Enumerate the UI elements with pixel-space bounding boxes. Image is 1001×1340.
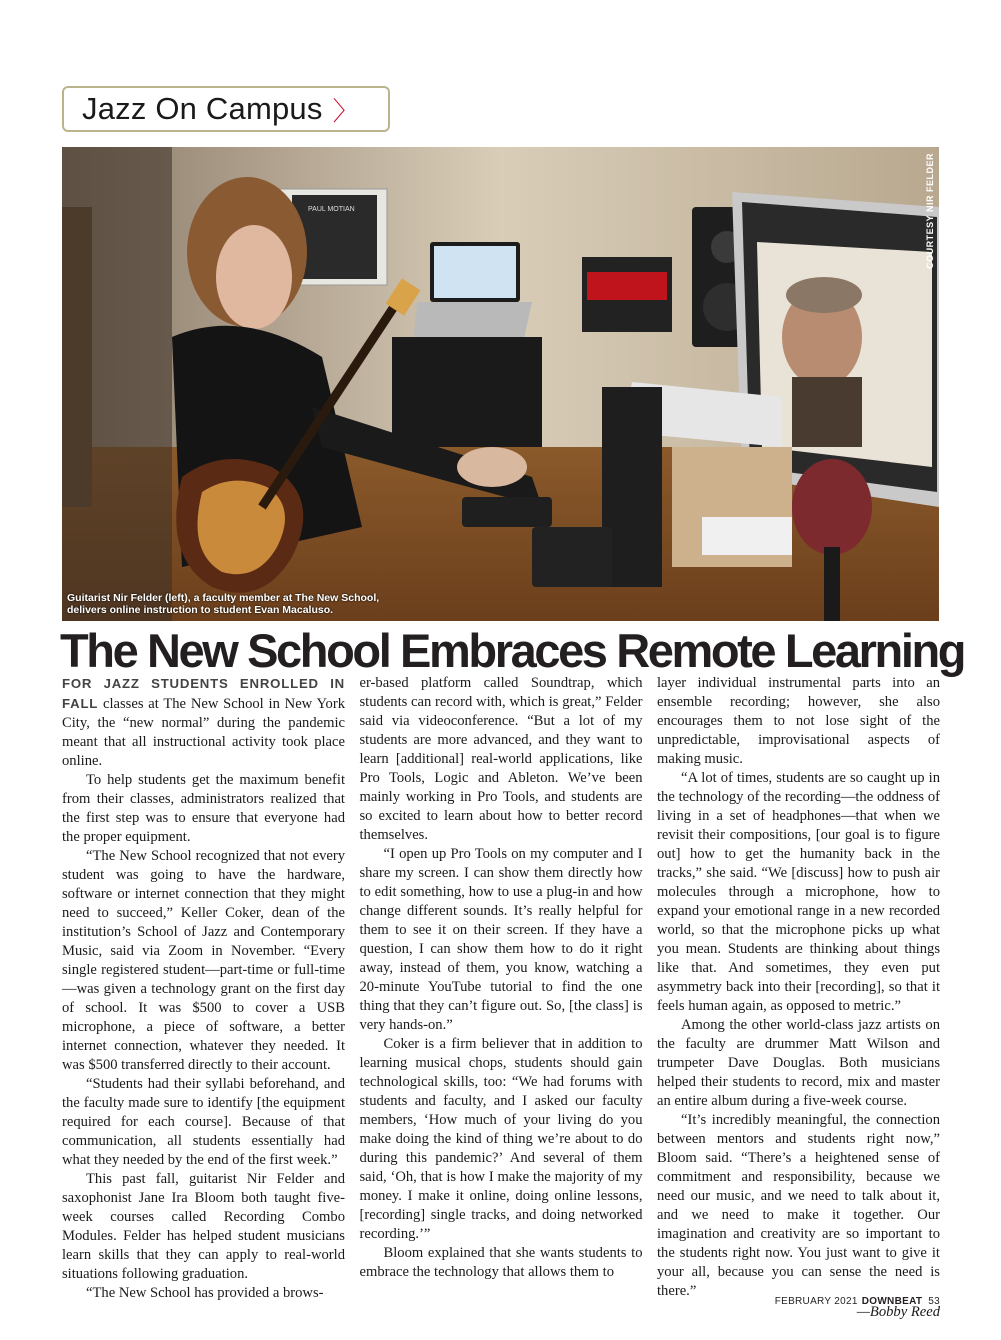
column-1 — [62, 674, 345, 1301]
col1-p3: “The New School recognized that not every student was going to have the hardware, software or internet connection that they might need to succeed,” Keller Coker, dean of the institution’s School of Jazz and Contemporary Music, said via Zoom in November. “Every single registered student—part-time or full-time—was given a technology grant on the first day of school. It was $500 to cover a USB microphone, a piece of software, a better internet connection, whatever they needed. It was $500 transferred directly to their account. — [62, 848, 345, 1073]
page-number: 53 — [928, 1296, 940, 1307]
col3-p1: layer individual instrumental parts into an ensemble recording; however, she also encourages them to not lose sight of the unpredictable, improvisational aspects of making music. — [657, 675, 940, 767]
photo-illustration — [62, 147, 939, 621]
column-2 — [360, 674, 643, 1282]
lead-in: FOR JAZZ STUDENTS ENROLLED IN FALL — [62, 676, 345, 711]
col1-p6: “The New School has provided a brows- — [86, 1285, 324, 1301]
col2-p1: er-based platform called Soundtrap, which students can record with, which is great,” Felder said via videoconference. “But a lot of my students are more advanced, and they want to learn [additional] real-world applications, like Pro Tools, Logic and Ableton. We’ve been mainly working in Pro Tools, and students are so excited to learn about how to better record themselves. — [359, 675, 643, 843]
paragraph-lead — [62, 674, 345, 771]
col1-p2: To help students get the maximum benefit from their classes, administrators realized that the first step was to ensure that everyone had the proper equipment. — [62, 772, 345, 845]
caption-line-2: delivers online instruction to student Evan Macaluso. — [67, 604, 334, 616]
issue-date: FEBRUARY 2021 — [774, 1296, 858, 1307]
col2-p3: Coker is a firm believer that in addition to learning musical chops, students should gain technological skills, too: “We had forums with students and faculty, and I asked our faculty members, ‘How much of your living do you make doing the kind of thing we’re about to do during this pandemic?’ And several of them said, ‘Oh, that is how I make the majority of my money. I make it online, doing online lessons, [recording] single tracks, and doing networked recording.’” — [359, 1036, 643, 1242]
section-tab — [62, 86, 390, 132]
col2-p4: Bloom explained that she wants students to embrace the technology that allows them to — [359, 1245, 643, 1280]
album-text: PAUL MOTIAN — [308, 206, 355, 213]
col3-p2: “A lot of times, students are so caught up in the technology of the recording—the oddness of living in a set of headphones—that when we revisit their compositions, [our goal is to figure out] how to get the humanity back in the tracks,” she said. “We [discuss] how to push air molecules through a microphone, how to expand your emotional range in a new recorded world, so that the microphone picks up what you mean. Students are thinking about things like that. And sometimes, they even put asymmetry back into their [recording], so that it feels human again, as opposed to metric.” — [657, 770, 940, 1014]
headline: The New School Embraces Remote Learning — [60, 624, 965, 677]
byline: —Bobby Reed — [856, 1304, 940, 1320]
col1-p1-text: classes at The New School in New York City, the “new normal” during the pandemic meant that all instructional activity took place online. — [62, 696, 345, 769]
col1-p4: “Students had their syllabi beforehand, and the faculty made sure to identify [the equipment required for each course]. Because of that communication, all students essentially had what they needed by the end of the first week.” — [62, 1076, 345, 1168]
col3-p4: “It’s incredibly meaningful, the connection between mentors and students right now,” Bloom said. “There’s a heightened sense of commitment and responsibility, because we need our music, and we need to talk about it, and we need to make it together. Our imagination and creativity are so important to the students right now. You just want to give it your all, because you can sense the need is there.” — [657, 1112, 940, 1299]
magazine-name: DOWNBEAT — [861, 1296, 923, 1307]
col1-p5: This past fall, guitarist Nir Felder and saxophonist Jane Ira Bloom both taught five-week courses called Recording Combo Modules. Felder has helped student musicians learn skills that they can apply to real-world situations following graduation. — [62, 1171, 345, 1282]
col2-p2: “I open up Pro Tools on my computer and I share my screen. I can show them directly how to edit something, how to use a plug-in and how change different sounds. It’s really helpful for them to see it on their screen. If they have a question, I can show them how to do it right away, instead of them, you know, watching a 20-minute YouTube tutorial to find the one thing that they can’t figure out. So, [the class] is very hands-on.” — [359, 846, 643, 1033]
photo-caption — [67, 592, 407, 616]
feature-photo — [62, 147, 939, 621]
page-footer — [775, 1296, 940, 1307]
chevron-right-icon: 〉 — [332, 95, 359, 126]
col3-p3: Among the other world-class jazz artists on the faculty are drummer Matt Wilson and trumpeter Dave Douglas. Both musicians helped their students to record, mix and master an entire album during a five-week course. — [657, 1017, 940, 1109]
section-label: Jazz On Campus — [82, 91, 323, 126]
caption-line-1: Guitarist Nir Felder (left), a faculty member at The New School, — [67, 592, 380, 604]
photo-credit: COURTESY NIR FELDER — [925, 153, 935, 269]
